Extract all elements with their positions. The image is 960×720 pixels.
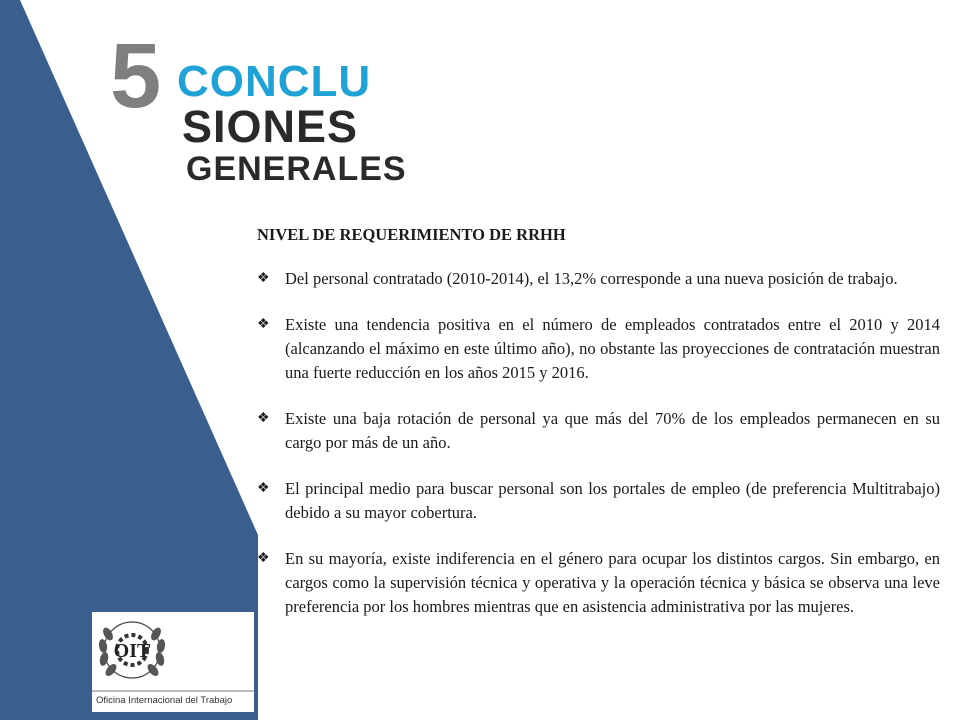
list-item: ❖ Del personal contratado (2010-2014), el 13,2% corresponde a una nueva posición de trabajo. <box>257 267 940 291</box>
diamond-bullet-icon: ❖ <box>257 271 270 286</box>
section-title: NIVEL DE REQUERIMIENTO DE RRHH <box>257 225 566 244</box>
title-line-3: GENERALES <box>186 150 407 188</box>
list-item: ❖ Existe una tendencia positiva en el número de empleados contratados entre el 2010 y 2014 (alcanzando el máximo en este último año), no obstante las proyecciones de contratación muestran una fuerte reducción en los años 2015 y 2016. <box>257 315 940 382</box>
bullet-list <box>257 267 940 619</box>
section-number: 5 <box>110 25 162 127</box>
diamond-bullet-icon: ❖ <box>257 481 270 496</box>
list-item: ❖ Existe una baja rotación de personal ya que más del 70% de los empleados permanecen en su cargo por más de un año. <box>257 409 940 452</box>
diamond-bullet-icon: ❖ <box>257 411 270 426</box>
title-line-1: CONCLU <box>177 57 372 106</box>
svg-text:OIT: OIT <box>113 640 151 662</box>
content-area <box>257 225 940 641</box>
list-item: ❖ En su mayoría, existe indiferencia en el género para ocupar los distintos cargos. Sin embargo, en cargos como la supervisión técnica y operativa y la operación técnica y básica se observa una leve preferencia por los hombres mientras que en asistencia administrativa por las mujeres. <box>257 549 940 616</box>
title-line-2: SIONES <box>182 101 359 152</box>
diamond-bullet-icon: ❖ <box>257 317 270 332</box>
list-item: ❖ El principal medio para buscar personal son los portales de empleo (de preferencia Multitrabajo) debido a su mayor cobertura. <box>257 479 940 522</box>
logo-caption: Oficina Internacional del Trabajo <box>96 695 233 706</box>
diamond-bullet-icon: ❖ <box>257 551 270 566</box>
